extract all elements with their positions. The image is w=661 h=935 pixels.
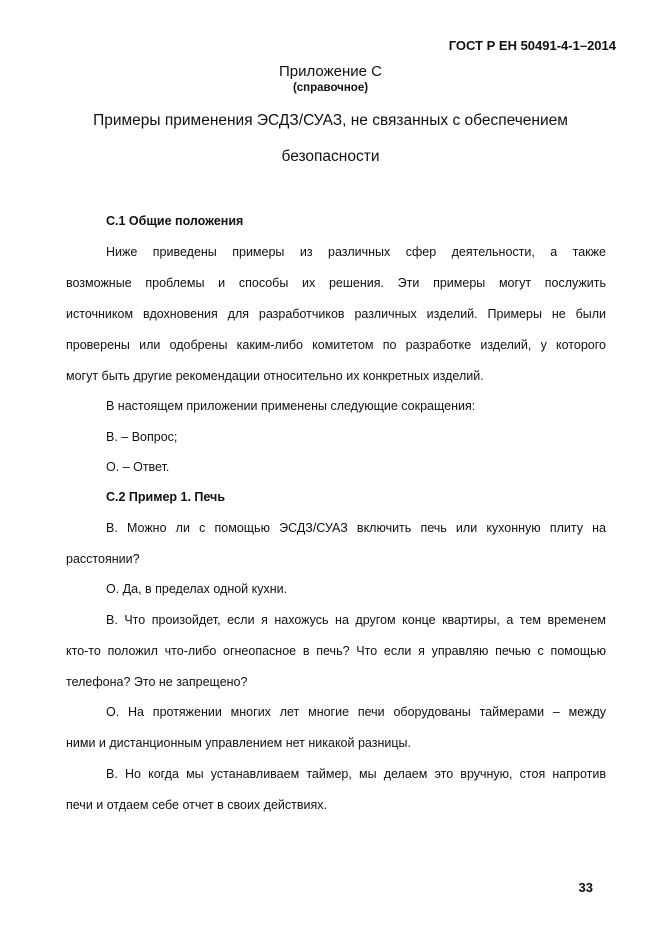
- appendix-subtitle: (справочное): [292, 82, 369, 94]
- paragraph-line: В. Можно ли с помощью ЭСДЗ/СУАЗ включить печь или кухонную плиту на: [106, 521, 606, 535]
- paragraph-line: ними и дистанционным управлением нет никакой разницы.: [66, 736, 411, 750]
- appendix-heading-line2: безопасности: [281, 148, 380, 165]
- paragraph-line: кто-то положил что-либо огнеопасное в печь? Что если я управляю печью с помощью: [66, 644, 606, 658]
- page-number: 33: [578, 880, 593, 895]
- paragraph-line: могут быть другие рекомендации относительно их конкретных изделий.: [66, 369, 484, 383]
- paragraph-line: В. Что произойдет, если я нахожусь на другом конце квартиры, а тем временем: [106, 613, 606, 627]
- standard-number: ГОСТ Р ЕН 50491-4-1–2014: [448, 38, 616, 53]
- paragraph-line: возможные проблемы и способы их решения. Эти примеры могут послужить: [66, 276, 606, 290]
- paragraph-line: проверены или одобрены каким-либо комитетом по разработке изделий, у которого: [66, 338, 606, 352]
- paragraph-line: Ниже приведены примеры из различных сфер деятельности, а также: [106, 245, 606, 259]
- abbreviation-question: В. – Вопрос;: [106, 430, 178, 444]
- paragraph-line: О. На протяжении многих лет многие печи оборудованы таймерами – между: [106, 705, 606, 719]
- appendix-heading-line1: Примеры применения ЭСДЗ/СУАЗ, не связанных с обеспечением: [93, 112, 568, 129]
- section2-heading: С.2 Пример 1. Печь: [106, 490, 226, 504]
- paragraph-line: В. Но когда мы устанавливаем таймер, мы делаем это вручную, стоя напротив: [106, 767, 606, 781]
- paragraph-line: телефона? Это не запрещено?: [66, 675, 248, 689]
- paragraph-line: В настоящем приложении применены следующие сокращения:: [106, 399, 476, 413]
- paragraph-line: О. Да, в пределах одной кухни.: [106, 582, 288, 596]
- paragraph-line: печи и отдаем себе отчет в своих действиях.: [66, 798, 327, 812]
- paragraph-line: источником вдохновения для разработчиков различных изделий. Примеры не были: [66, 307, 606, 321]
- paragraph-line: расстоянии?: [66, 552, 140, 566]
- abbreviation-answer: О. – Ответ.: [106, 460, 170, 474]
- section1-heading: С.1 Общие положения: [106, 214, 244, 228]
- appendix-title: Приложение С: [279, 63, 382, 80]
